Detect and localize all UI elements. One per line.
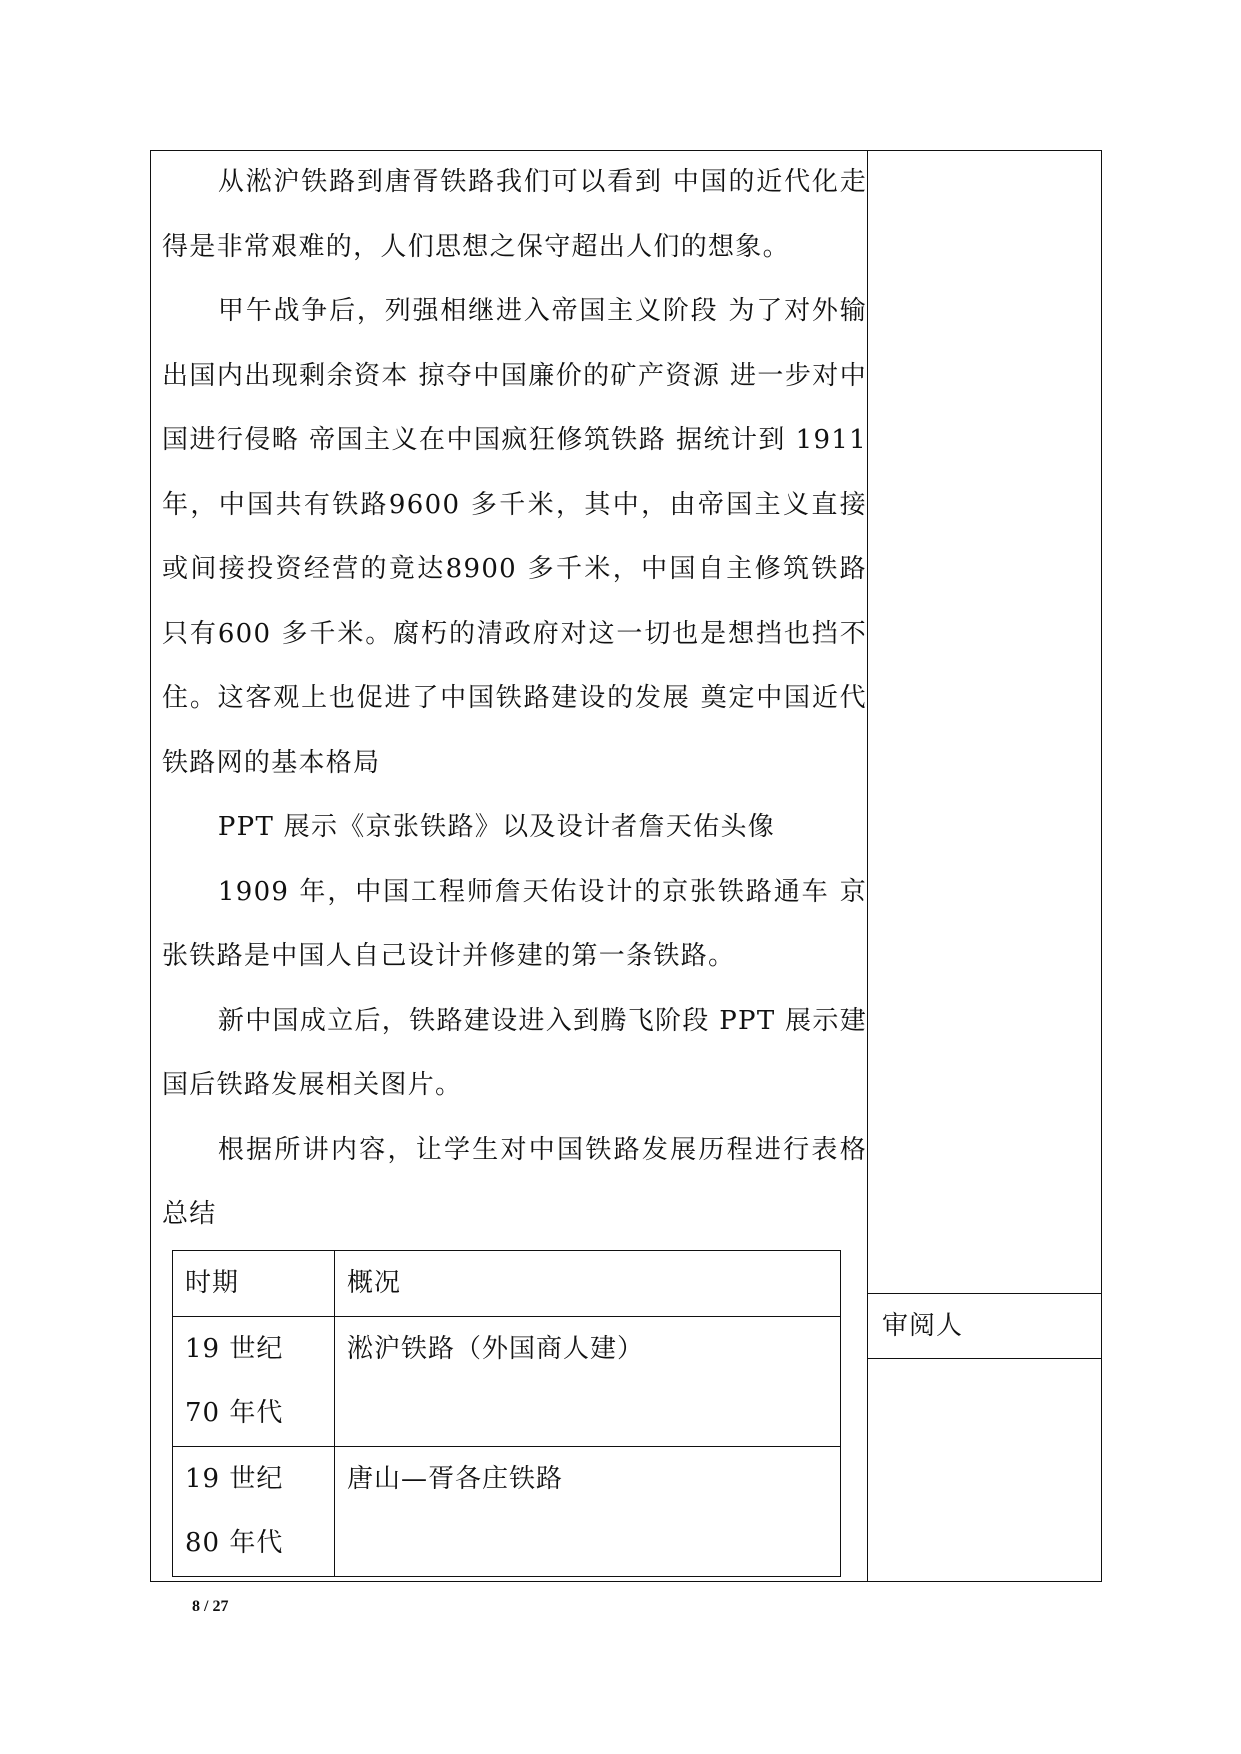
paragraph-new-china-railways: 新中国成立后，铁路建设进入到腾飞阶段 PPT 展示建国后铁路发展相关图片。 — [162, 1005, 867, 1100]
column-divider — [867, 150, 868, 1582]
reviewer-label: 审阅人 — [882, 1311, 964, 1341]
reviewer-row-bottom-border — [867, 1358, 1102, 1359]
page-number: 8 / 27 — [192, 1598, 229, 1615]
lesson-content — [162, 150, 867, 1247]
column-header-overview: 概况 — [335, 1251, 841, 1317]
table-row — [173, 1446, 841, 1576]
table-row — [173, 1316, 841, 1446]
table-cell-period: 19 世纪 80 年代 — [173, 1446, 335, 1576]
paragraph-jingzhang-railway: 1909 年，中国工程师詹天佑设计的京张铁路通车 京张铁路是中国人自己设计并修建的第一条铁路。 — [162, 876, 867, 971]
table-cell-overview: 淞沪铁路（外国商人建） — [335, 1316, 841, 1446]
table-header-row — [173, 1251, 841, 1317]
reviewer-row-top-border — [867, 1293, 1102, 1294]
table-cell-overview: 唐山—胥各庄铁路 — [335, 1446, 841, 1576]
paragraph-imperialism-railways: 甲午战争后，列强相继进入帝国主义阶段 为了对外输出国内出现剩余资本 掠夺中国廉价的矿产资源 进一步对中国进行侵略 帝国主义在中国疯狂修筑铁路 据统计到 1911 年，中国共有铁路9600 多千米，其中，由帝国主义直接或间接投资经营的竟达8900 多千米，中国自主修筑铁路只有600 多千米。腐朽的清政府对这一切也是想挡也挡不住。这客观上也促进了中国铁路建设的发展 奠定中国近代铁路网的基本格局 — [162, 296, 867, 778]
column-header-period: 时期 — [173, 1251, 335, 1317]
paragraph-ppt-jingzhang: PPT 展示《京张铁路》以及设计者詹天佑头像 — [217, 812, 776, 842]
railway-history-table — [172, 1250, 841, 1577]
table-cell-period: 19 世纪 70 年代 — [173, 1316, 335, 1446]
paragraph-railway-difficulty: 从淞沪铁路到唐胥铁路我们可以看到 中国的近代化走得是非常艰难的，人们思想之保守超出人们的想象。 — [162, 167, 867, 262]
paragraph-table-summary: 根据所讲内容，让学生对中国铁路发展历程进行表格总结 — [162, 1134, 867, 1229]
